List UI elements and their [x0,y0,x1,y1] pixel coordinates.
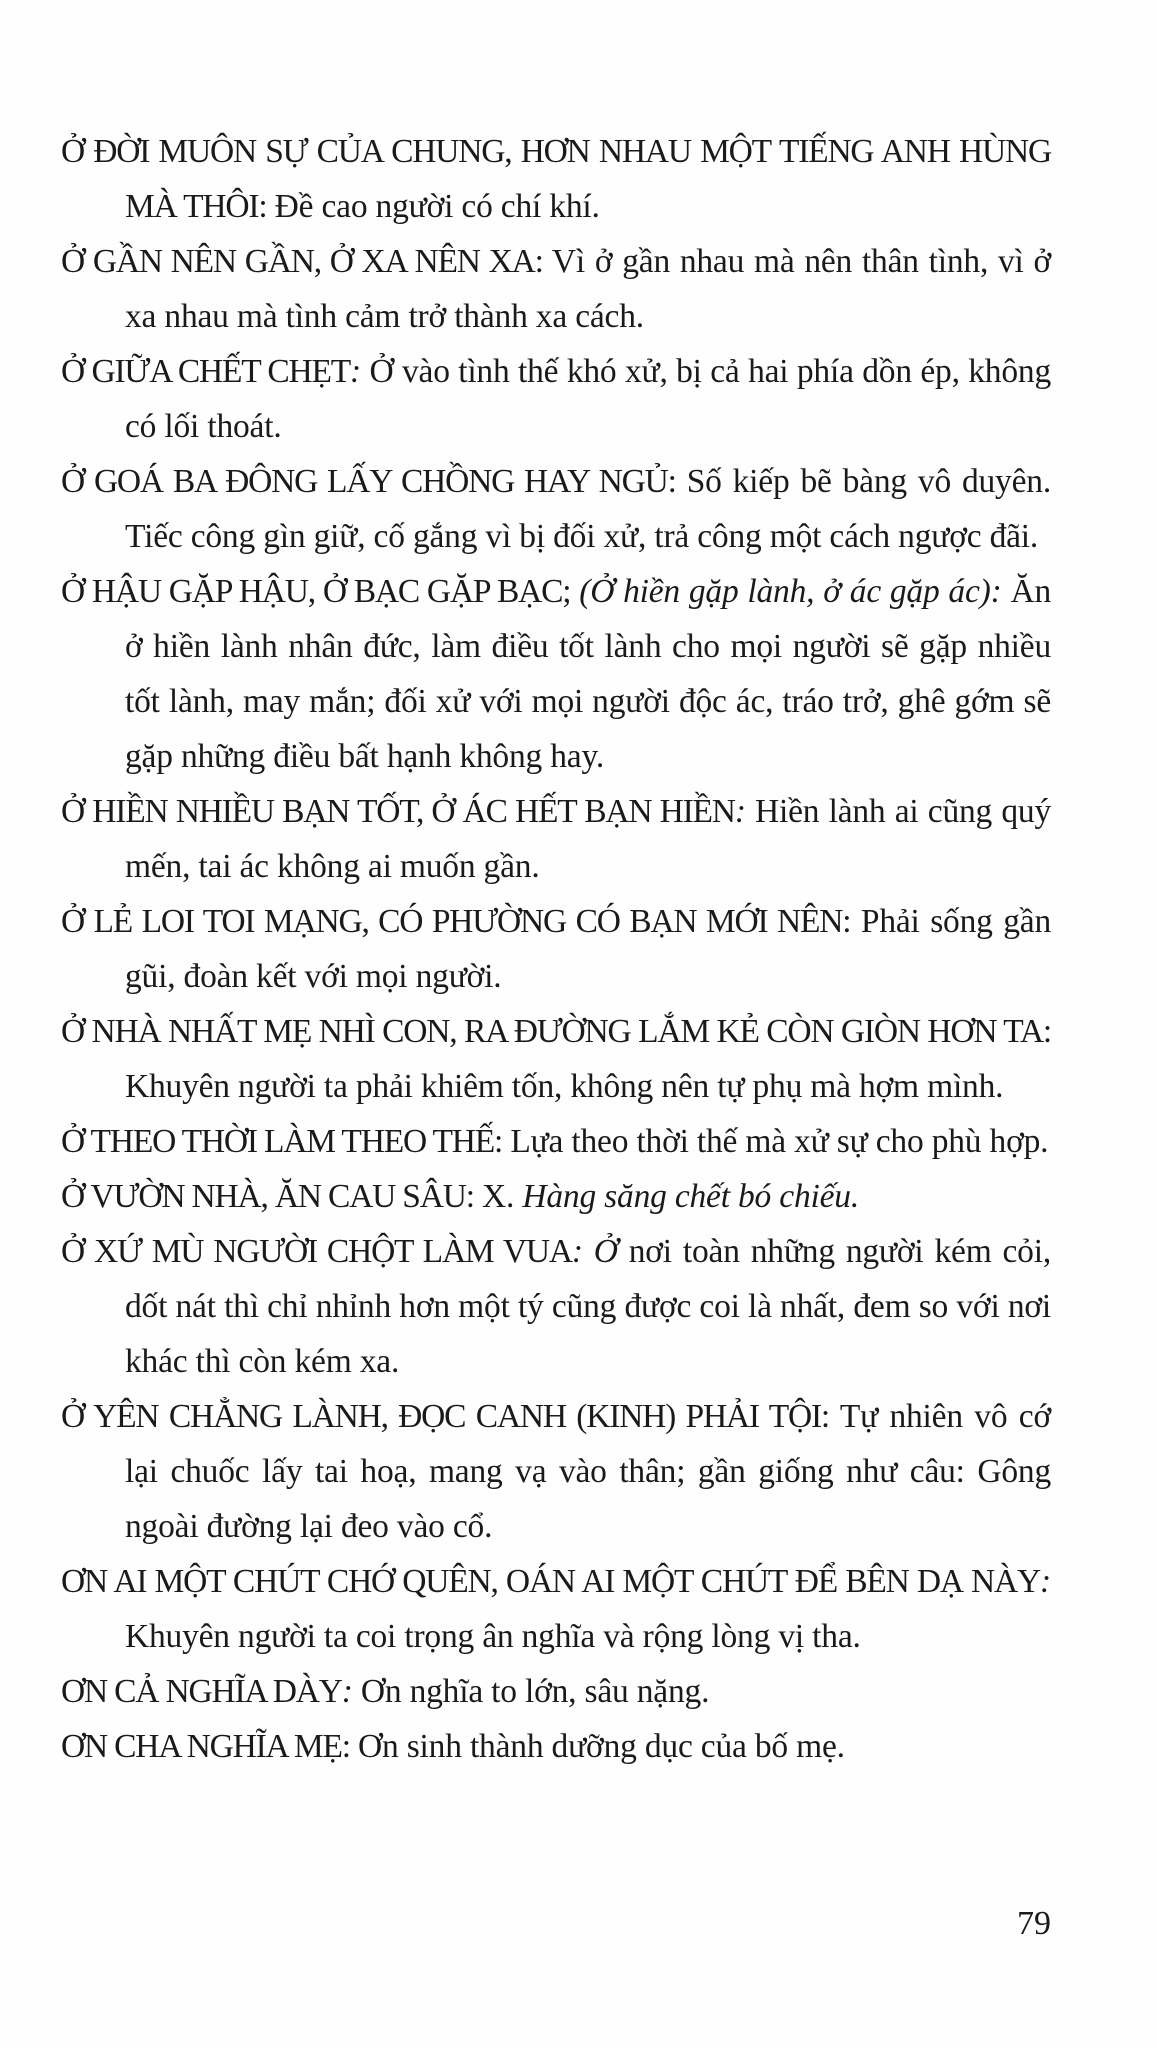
entry-headword: Ở VƯỜN NHÀ, ĂN CAU SÂU: [61,1178,474,1215]
entry-headword: Ở LẺ LOI TOI MẠNG, CÓ PHƯỜNG CÓ BẠN MỚI NÊN: [61,903,851,940]
dictionary-entry [61,784,1051,894]
entry-headword: Ở XỨ MÙ NGƯỜI CHỘT LÀM VUA [61,1233,572,1270]
dictionary-entries [61,124,1051,1774]
dictionary-entry [61,1169,1051,1224]
entry-definition: Ơn nghĩa to lớn, sâu nặng. [352,1673,710,1710]
entry-definition: Số kiếp bẽ bàng vô duyên. Tiếc công gìn giữ, cố gắng vì bị đối xử, trả công một cách ngược đãi. [125,463,1051,555]
entry-definition: Vì ở gần nhau mà nên thân tình, vì ở xa nhau mà tình cảm trở thành xa cách. [125,243,1051,335]
dictionary-entry [61,234,1051,344]
dictionary-entry [61,1114,1051,1169]
entry-italic-text: : [1040,1563,1051,1600]
entry-headword: Ở GIỮA CHẾT CHẸT [61,353,351,390]
entry-italic-text: : Ở [571,1233,618,1270]
entry-italic-text: (Ở hiền gặp lành, ở ác gặp ác): [570,573,1002,610]
entry-headword: Ở NHÀ NHẤT MẸ NHÌ CON, RA ĐƯỜNG LẮM KẺ CÒN GIÒN HƠN TA: [61,1013,1051,1050]
page-number: 79 [1017,1905,1051,1942]
entry-italic-text: : [350,353,362,390]
entry-definition: Lựa theo thời thế mà xử sự cho phù hợp. [502,1123,1049,1160]
entry-headword: Ở HIỀN NHIỀU BẠN TỐT, Ở ÁC HẾT BẠN HIỀN [61,793,735,830]
entry-headword: Ở ĐỜI MUÔN SỰ CỦA CHUNG, HƠN NHAU MỘT TIẾNG ANH HÙNG MÀ THÔI: [61,133,1051,225]
entry-definition: Tự nhiên vô cớ lại chuốc lấy tai hoạ, mang vạ vào thân; gần giống như câu: Gông ngoài đường lại đeo vào cổ. [125,1398,1051,1545]
dictionary-entry [61,564,1051,784]
entry-definition: Đề cao người có chí khí. [266,188,600,225]
entry-definition: Ở vào tình thế khó xử, bị cả hai phía dồn ép, không có lối thoát. [125,353,1051,445]
entry-headword: Ở YÊN CHẲNG LÀNH, ĐỌC CANH (KINH) PHẢI TỘI: [61,1398,830,1435]
entry-italic-text: : [734,793,746,830]
dictionary-entry [61,1389,1051,1554]
entry-italic-text: : [341,1673,353,1710]
entry-headword: Ở GẦN NÊN GẦN, Ở XA NÊN XA: [61,243,543,280]
dictionary-entry [61,1664,1051,1719]
entry-headword: ƠN AI MỘT CHÚT CHỚ QUÊN, OÁN AI MỘT CHÚT ĐỂ BÊN DẠ NÀY [61,1563,1041,1600]
entry-definition: Ăn ở hiền lành nhân đức, làm điều tốt lành cho mọi người sẽ gặp nhiều tốt lành, may mắn; đối xử với mọi người độc ác, tráo trở, ghê gớm sẽ gặp những điều bất hạnh không hay. [125,573,1051,775]
entry-definition: X. [473,1178,523,1215]
dictionary-entry [61,454,1051,564]
entry-definition: Hiền lành ai cũng quý mến, tai ác không ai muốn gần. [125,793,1051,885]
entry-definition: Phải sống gần gũi, đoàn kết với mọi người. [125,903,1051,995]
dictionary-entry [61,894,1051,1004]
dictionary-entry [61,344,1051,454]
entry-italic-text: Hàng săng chết bó chiếu. [522,1178,860,1215]
dictionary-entry [61,1719,1051,1774]
dictionary-entry [61,1004,1051,1114]
entry-definition: nơi toàn những người kém cỏi, dốt nát thì chỉ nhỉnh hơn một tý cũng được coi là nhất, đem so với nơi khác thì còn kém xa. [125,1233,1052,1380]
entry-headword: ƠN CẢ NGHĨA DÀY [61,1673,342,1710]
dictionary-entry [61,1554,1051,1664]
dictionary-entry [61,124,1051,234]
entry-definition: Khuyên người ta phải khiêm tốn, không nên tự phụ mà hợm mình. [125,1068,1004,1105]
entry-headword: ƠN CHA NGHĨA MẸ: [61,1728,350,1765]
entry-definition: Khuyên người ta coi trọng ân nghĩa và rộng lòng vị tha. [125,1618,861,1655]
entry-headword: Ở THEO THỜI LÀM THEO THẾ: [61,1123,503,1160]
entry-headword: Ở HẬU GẶP HẬU, Ở BẠC GẶP BẠC; [61,573,571,610]
dictionary-entry [61,1224,1051,1389]
entry-headword: Ở GOÁ BA ĐÔNG LẤY CHỒNG HAY NGỦ: [61,463,676,500]
entry-definition: Ơn sinh thành dưỡng dục của bố mẹ. [349,1728,845,1765]
